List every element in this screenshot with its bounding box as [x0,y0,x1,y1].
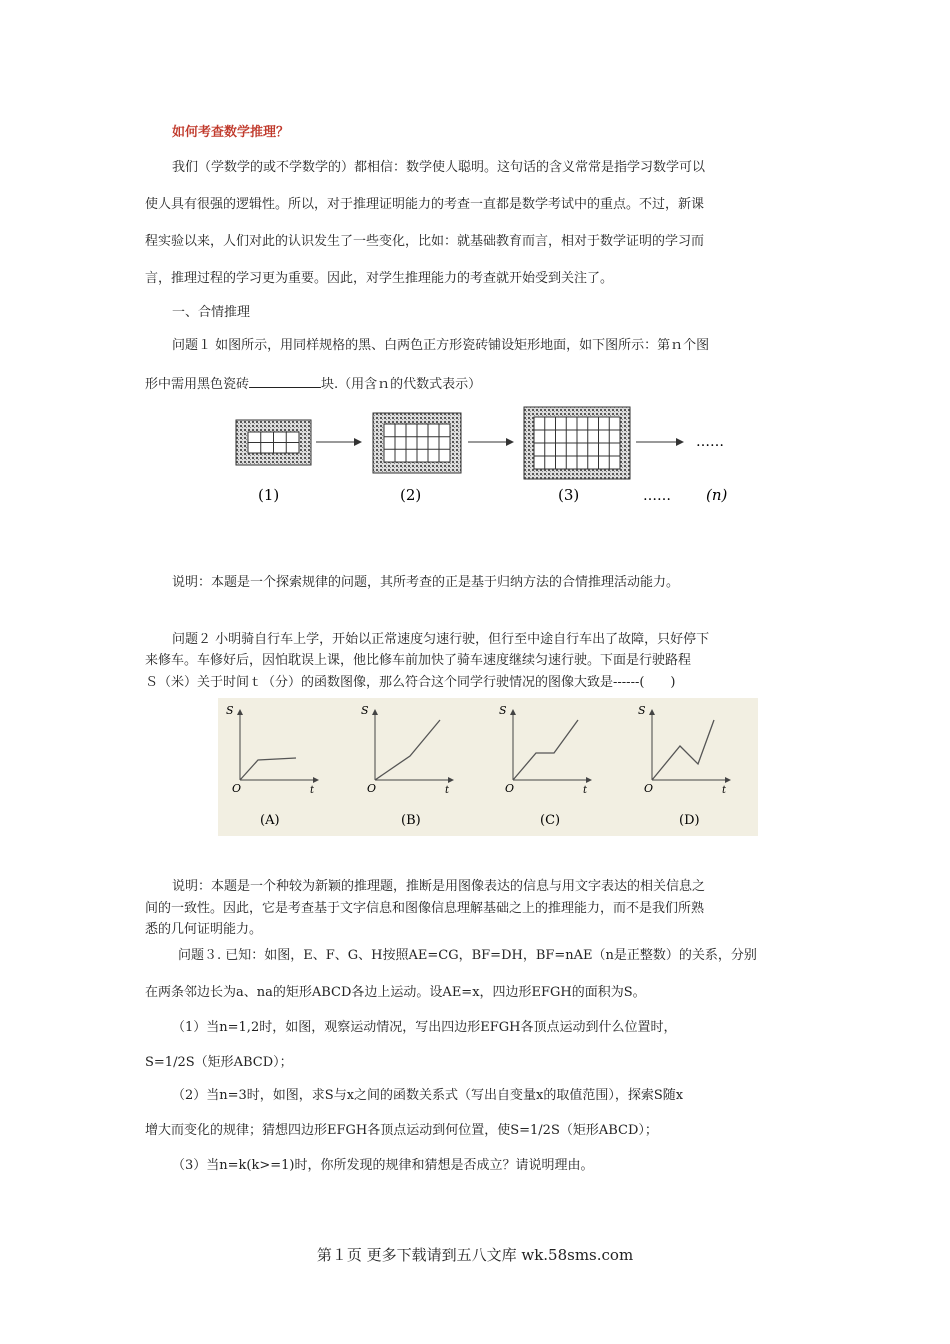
fig-label-3: (3) [558,486,580,504]
q2-note-1: 说明：本题是一个种较为新颖的推理题，推断是用图像表达的信息与用文字表达的相关信息之 [172,879,706,894]
intro-line-3: 程实验以来，人们对此的认识发生了一些变化，比如：就基础教育而言，相对于数学证明的学习而 [145,234,705,249]
svg-text:t: t [445,785,450,796]
graph-label-d: (D) [679,813,700,828]
svg-text:S: S [361,704,369,717]
graph-label-c: (C) [540,813,561,828]
svg-text:S: S [638,704,646,717]
fig-dots-right: …… [696,434,724,450]
tile-rect-2 [373,413,461,473]
svg-text:O: O [505,782,515,795]
q1-line-1: 问题１ 如图所示，用同样规格的黑、白两色正方形瓷砖铺设矩形地面，如下图所示：第ｎ个图 [172,338,710,353]
q2-note-3: 悉的几何证明能力。 [145,922,263,937]
graphs-background [218,698,758,836]
intro-line-2: 使人具有很强的逻辑性。所以，对于推理证明能力的考查一直都是数学考试中的重点。不过，新课 [145,197,705,212]
fig-label-n: (n) [706,486,728,504]
q3-line-3: （1）当n=1,2时，如图，观察运动情况，写出四边形EFGH各顶点运动到什么位置时， [172,1020,677,1035]
fig-label-1: (1) [258,486,280,504]
svg-text:t: t [310,785,315,796]
q2-line-3: Ｓ（米）关于时间ｔ（分）的函数图像，那么符合这个同学行驶情况的图像大致是------( ) [145,675,676,690]
page-footer: 第１页 更多下载请到五八文库 wk.58sms.com [316,1246,634,1264]
tile-pattern-figure [228,405,758,510]
q3-line-2: 在两条邻边长为a、na的矩形ABCD各边上运动。设AE=x，四边形EFGH的面积为S。 [145,985,646,1000]
svg-text:t: t [722,785,727,796]
q1-note: 说明：本题是一个探索规律的问题，其所考查的正是基于归纳方法的合情推理活动能力。 [172,575,680,590]
svg-text:O: O [367,782,377,795]
svg-text:S: S [226,704,234,717]
svg-text:O: O [644,782,654,795]
q1-line-2-after: 块.（用含ｎ的代数式表示） [321,377,482,392]
intro-line-4: 言，推理过程的学习更为重要。因此，对学生推理能力的考查就开始受到关注了。 [145,271,614,286]
section-heading: 一、合情推理 [172,305,251,320]
q2-note-2: 间的一致性。因此，它是考查基于文字信息和图像信息理解基础之上的推理能力，而不是我们所熟 [145,901,705,916]
q2-line-2: 来修车。车修好后，因怕耽误上课，他比修车前加快了骑车速度继续匀速行驶。下面是行驶路程 [145,653,692,668]
q3-line-6: 增大而变化的规律；猜想四边形EFGH各顶点运动到何位置，使S=1/2S（矩形ABCD）； [145,1123,658,1138]
svg-text:t: t [583,785,588,796]
q3-line-7: （3）当n=k(k>=1)时，你所发现的规律和猜想是否成立？请说明理由。 [172,1158,594,1173]
intro-line-1: 我们（学数学的或不学数学的）都相信：数学使人聪明。这句话的含义常常是指学习数学可以 [172,160,706,175]
svg-text:S: S [499,704,507,717]
page-title: 如何考查数学推理？ [172,125,290,140]
q3-line-5: （2）当n=3时，如图，求S与x之间的函数关系式（写出自变量x的取值范围），探索S随x [172,1088,684,1103]
answer-blank [249,373,321,388]
q3-line-1: 问题３. 已知：如图，E、F、G、H按照AE=CG，BF=DH，BF=nAE（n是正整数）的关系，分别 [178,948,757,963]
graphs-figure [218,698,763,838]
fig-label-2: (2) [400,486,422,504]
q1-line-2 [145,373,805,395]
tile-rect-3 [524,407,630,479]
fig-dots-bottom: …… [643,488,671,504]
q3-line-4: S=1/2S（矩形ABCD）； [145,1055,293,1070]
svg-text:O: O [232,782,242,795]
tile-rect-1 [236,420,311,465]
q1-line-2-before: 形中需用黑色瓷砖 [145,377,250,392]
q2-line-1: 问题２ 小明骑自行车上学，开始以正常速度匀速行驶，但行至中途自行车出了故障，只好停下 [172,632,710,647]
graph-label-b: (B) [401,813,421,828]
graph-label-a: (A) [260,813,280,828]
